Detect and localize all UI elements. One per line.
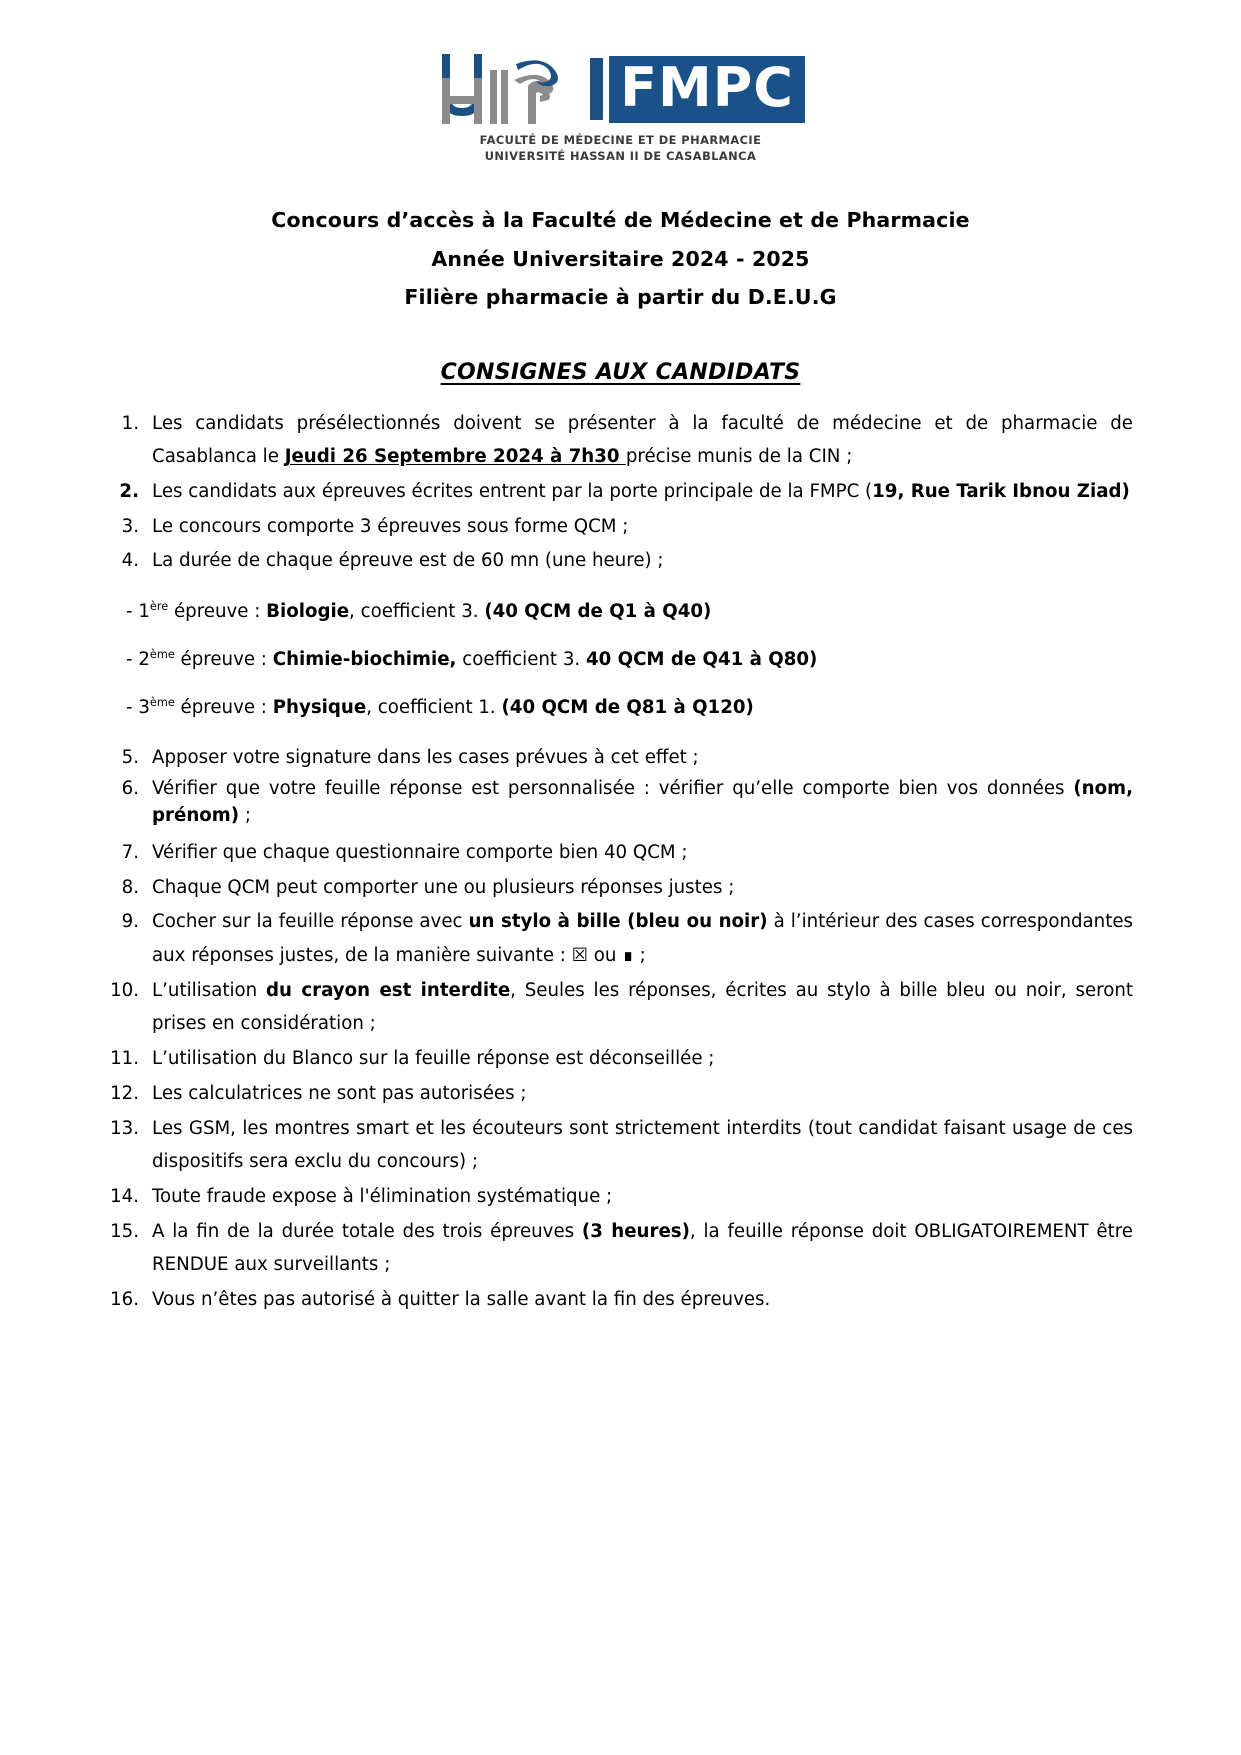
title-line-2: Année Universitaire 2024 - 2025 xyxy=(431,246,810,271)
list-item-number: 15. xyxy=(110,1220,139,1242)
list-item-number: 11. xyxy=(110,1048,139,1070)
instructions-list-part1 xyxy=(108,407,1133,578)
epreuve-item xyxy=(108,597,1133,626)
logo-tagline-line2: UNIVERSITÉ HASSAN II DE CASABLANCA xyxy=(484,148,757,163)
section-heading-text: CONSIGNES AUX CANDIDATS xyxy=(440,359,801,385)
text-run: Le concours comporte 3 épreuves sous forme QCM ; xyxy=(152,515,629,537)
text-run: , Seules les réponses, écrites au stylo à bille bleu ou noir, seront prises en considération ; xyxy=(152,979,1134,1035)
text-run: Chaque QCM peut comporter une ou plusieurs réponses justes ; xyxy=(152,876,735,898)
text-run: coefficient 3. xyxy=(456,649,586,671)
text-run: à l’intérieur des cases correspondantes aux réponses justes, de la manière suivante : ☒ ou ∎ ; xyxy=(152,911,1133,967)
list-item-number: 7. xyxy=(121,842,139,864)
list-item-text xyxy=(152,1215,1133,1282)
text-run: Cocher sur la feuille réponse avec xyxy=(152,911,469,933)
text-run: , la feuille réponse doit OBLIGATOIREMENT être RENDUE aux surveillants ; xyxy=(152,1220,1133,1276)
text-run: L’utilisation xyxy=(152,979,267,1001)
text-run: La durée de chaque épreuve est de 60 mn (une heure) ; xyxy=(152,550,664,572)
list-item-number: 16. xyxy=(110,1288,139,1310)
text-run: - 1 xyxy=(126,600,150,622)
text-run: épreuve : xyxy=(168,600,267,622)
text-run: 40 QCM de Q41 à Q80) xyxy=(585,649,818,671)
text-run: précise munis de la CIN ; xyxy=(625,446,853,468)
list-item xyxy=(108,1112,1133,1179)
list-item-text xyxy=(152,1283,1133,1317)
list-item xyxy=(108,1215,1133,1282)
text-run: - 3 xyxy=(126,697,150,719)
text-run: Les calculatrices ne sont pas autorisées ; xyxy=(152,1082,527,1104)
text-run: ; xyxy=(239,804,251,826)
list-item-number: 9. xyxy=(121,911,139,933)
institution-logo xyxy=(108,50,1133,164)
text-run: Vérifier que chaque questionnaire comporte bien 40 QCM ; xyxy=(152,842,688,864)
ordinal-suffix: ème xyxy=(149,696,175,710)
text-run: (40 QCM de Q81 à Q120) xyxy=(501,697,754,719)
document-title-block xyxy=(108,201,1133,317)
text-run: A la fin de la durée totale des trois épreuves xyxy=(152,1220,582,1242)
text-run: Les GSM, les montres smart et les écouteurs sont strictement interdits (tout candidat faisant usage de ces dispositifs sera exclu du concours) ; xyxy=(152,1117,1133,1173)
list-item-text xyxy=(152,1042,1133,1076)
list-item-text xyxy=(152,776,1133,829)
text-run: (nom, prénom) xyxy=(152,778,1133,826)
list-item-text xyxy=(152,871,1133,905)
text-run: Toute fraude expose à l'élimination systématique ; xyxy=(152,1185,613,1207)
list-item-text xyxy=(152,407,1133,474)
list-item xyxy=(108,510,1133,544)
list-item-text xyxy=(152,974,1133,1041)
list-item xyxy=(108,475,1133,509)
list-item-number: 6. xyxy=(121,778,139,799)
logo-row xyxy=(436,50,805,128)
list-item xyxy=(108,871,1133,905)
text-run: Vérifier que votre feuille réponse est personnalisée : vérifier qu’elle comporte bien vos données xyxy=(152,778,1074,799)
list-item-number: 2. xyxy=(119,480,139,502)
title-line-3: Filière pharmacie à partir du D.E.U.G xyxy=(404,285,837,310)
list-item-number: 4. xyxy=(121,550,139,572)
text-run: 19, Rue Tarik Ibnou Ziad) xyxy=(872,480,1130,502)
text-run: - 2 xyxy=(126,649,150,671)
list-item-number: 8. xyxy=(121,876,139,898)
list-item-text xyxy=(152,1180,1133,1214)
list-item-text xyxy=(152,544,1133,578)
instructions-list-part2 xyxy=(108,741,1133,1316)
list-item-number: 13. xyxy=(110,1117,139,1139)
list-item-number: 10. xyxy=(110,979,139,1001)
text-run: Jeudi 26 Septembre 2024 à 7h30 xyxy=(284,446,626,468)
list-item xyxy=(108,1283,1133,1317)
text-run: L’utilisation du Blanco sur la feuille réponse est déconseillée ; xyxy=(152,1048,715,1070)
list-item xyxy=(108,1042,1133,1076)
logo-brand-text: FMPC xyxy=(609,56,805,123)
list-item xyxy=(108,974,1133,1041)
list-item xyxy=(108,905,1133,972)
list-item-text xyxy=(152,741,1133,775)
logo-divider-bar xyxy=(590,58,603,120)
epreuve-item xyxy=(108,693,1133,722)
text-run: , coefficient 1. xyxy=(366,697,502,719)
text-run: Physique xyxy=(272,697,367,719)
list-item-text xyxy=(152,1077,1133,1111)
section-heading xyxy=(108,360,1133,385)
list-item-text xyxy=(152,510,1133,544)
list-item xyxy=(108,1077,1133,1111)
text-run: , coefficient 3. xyxy=(349,600,485,622)
list-item-number: 14. xyxy=(110,1185,139,1207)
text-run: Les candidats aux épreuves écrites entrent par la porte principale de la FMPC ( xyxy=(152,480,873,502)
list-item xyxy=(108,741,1133,775)
text-run: Apposer votre signature dans les cases prévues à cet effet ; xyxy=(152,747,699,769)
text-run: Vous n’êtes pas autorisé à quitter la salle avant la fin des épreuves. xyxy=(152,1288,771,1310)
logo-tagline-line1: FACULTÉ DE MÉDECINE ET DE PHARMACIE xyxy=(479,133,762,147)
text-run: épreuve : xyxy=(174,697,273,719)
logo-tagline xyxy=(480,133,762,164)
text-run: un stylo à bille (bleu ou noir) xyxy=(468,911,768,933)
list-item xyxy=(108,836,1133,870)
list-item-text xyxy=(152,836,1133,870)
ordinal-suffix: ère xyxy=(149,599,169,613)
list-item-number: 1. xyxy=(121,412,139,434)
text-run: (40 QCM de Q1 à Q40) xyxy=(484,600,712,622)
list-item xyxy=(108,776,1133,835)
list-item-number: 5. xyxy=(121,747,139,769)
list-item-text xyxy=(152,905,1133,972)
list-item xyxy=(108,407,1133,474)
list-item-text xyxy=(152,475,1133,509)
epreuves-list xyxy=(108,597,1133,722)
epreuve-item xyxy=(108,645,1133,674)
uh2-monogram-icon xyxy=(436,50,586,128)
text-run: épreuve : xyxy=(174,649,273,671)
list-item xyxy=(108,1180,1133,1214)
text-run: Les candidats présélectionnés doivent se présenter à la faculté de médecine et de pharmacie de Casablanca le xyxy=(152,412,1133,468)
ordinal-suffix: ème xyxy=(149,648,175,662)
list-item-number: 3. xyxy=(121,515,139,537)
text-run: Biologie xyxy=(266,600,350,622)
text-run: (3 heures) xyxy=(581,1220,690,1242)
list-item xyxy=(108,544,1133,578)
text-run: Chimie-biochimie, xyxy=(272,649,457,671)
list-item-number: 12. xyxy=(110,1082,139,1104)
text-run: du crayon est interdite xyxy=(266,979,511,1001)
title-line-1: Concours d’accès à la Faculté de Médecine et de Pharmacie xyxy=(271,208,970,232)
list-item-text xyxy=(152,1112,1133,1179)
